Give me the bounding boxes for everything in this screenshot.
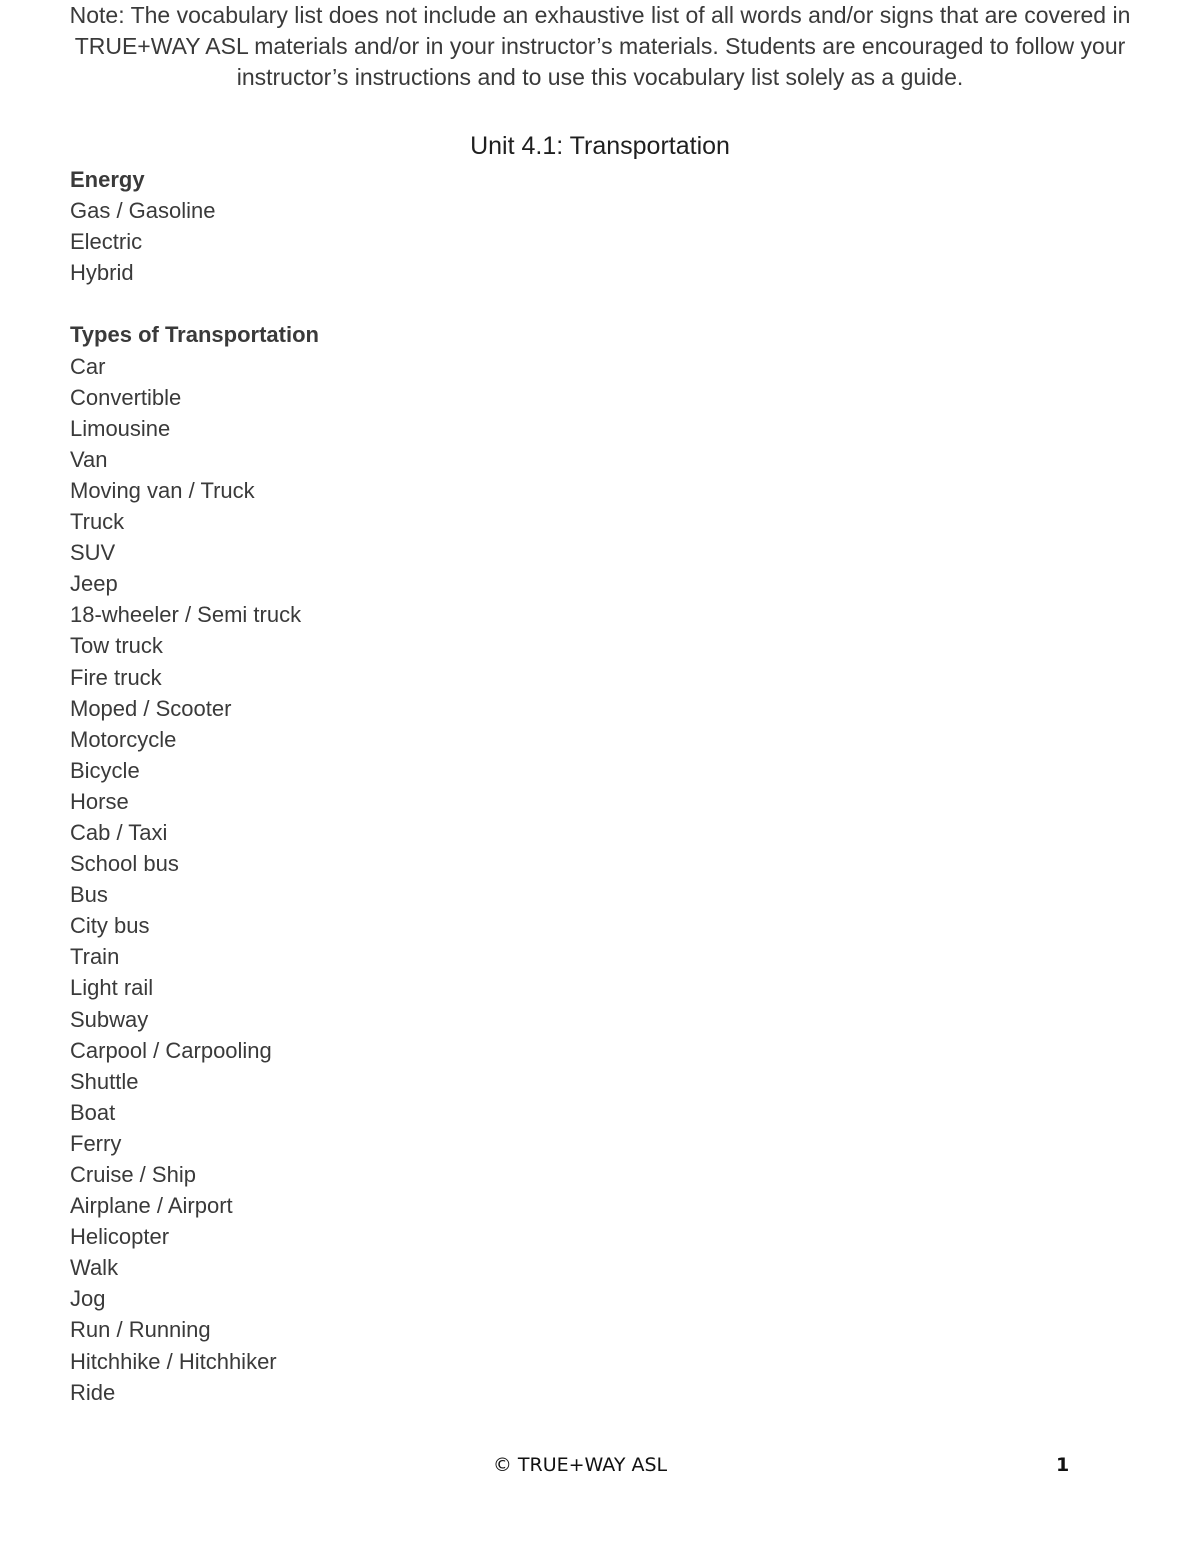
vocab-item: Boat xyxy=(70,1099,116,1125)
vocabulary-list xyxy=(70,164,770,1408)
vocab-item: Convertible xyxy=(70,384,182,410)
vocab-item: Ferry xyxy=(70,1130,122,1156)
vocab-item: Tow truck xyxy=(70,633,163,659)
page-number: 1 xyxy=(1056,1454,1070,1476)
vocab-item: Truck xyxy=(70,509,125,535)
vocab-item: Car xyxy=(70,353,106,379)
vocab-item: School bus xyxy=(70,851,179,877)
footer-copyright: © TRUE+WAY ASL xyxy=(492,1454,668,1476)
vocab-item: Van xyxy=(70,446,108,472)
vocab-item: Ride xyxy=(70,1379,116,1405)
vocab-item: Hybrid xyxy=(70,260,134,286)
vocab-item: Horse xyxy=(70,788,129,814)
vocab-item: Moving van / Truck xyxy=(70,477,255,503)
vocab-item: Shuttle xyxy=(70,1068,139,1094)
section-heading: Types of Transportation xyxy=(70,322,319,348)
vocab-item: Subway xyxy=(70,1006,149,1032)
vocab-item: Cab / Taxi xyxy=(70,819,168,845)
vocab-item: Moped / Scooter xyxy=(70,695,232,721)
vocab-item: Train xyxy=(70,944,120,970)
vocab-item: Gas / Gasoline xyxy=(70,198,216,224)
page-title: Unit 4.1: Transportation xyxy=(470,132,730,160)
vocab-item: Cruise / Ship xyxy=(70,1162,196,1187)
vocab-item: Motorcycle xyxy=(70,726,177,752)
vocab-item: Light rail xyxy=(70,975,154,1001)
vocab-item: Run / Running xyxy=(70,1317,211,1343)
vocab-item: Airplane / Airport xyxy=(70,1193,233,1219)
section-spacer xyxy=(70,288,770,319)
vocab-item: Bus xyxy=(70,882,108,908)
vocab-item: Jeep xyxy=(70,571,118,597)
vocab-item: Carpool / Carpooling xyxy=(70,1037,272,1063)
section-energy xyxy=(70,164,770,288)
section-types-of-transportation xyxy=(70,319,770,1407)
disclaimer-note: Note: The vocabulary list does not include an exhaustive list of all words and/or signs that are covered in TRUE+WAY ASL materials and/or in your instructor’s materials. Students are encouraged to follow your instructor’s instructions and to use this vocabulary list solely as a guide. xyxy=(69,2,1131,90)
vocab-item: Bicycle xyxy=(70,757,140,783)
vocab-item: Jog xyxy=(70,1286,106,1312)
vocab-item: Walk xyxy=(70,1255,119,1281)
vocab-item: Limousine xyxy=(70,415,171,441)
vocab-item: Fire truck xyxy=(70,664,162,690)
vocab-item: 18-wheeler / Semi truck xyxy=(70,602,302,628)
vocab-item: Helicopter xyxy=(70,1224,170,1250)
section-heading: Energy xyxy=(70,167,145,192)
vocab-item: SUV xyxy=(70,540,116,566)
vocab-item: Hitchhike / Hitchhiker xyxy=(70,1348,277,1374)
vocab-item: City bus xyxy=(70,913,150,939)
vocab-item: Electric xyxy=(70,229,143,255)
